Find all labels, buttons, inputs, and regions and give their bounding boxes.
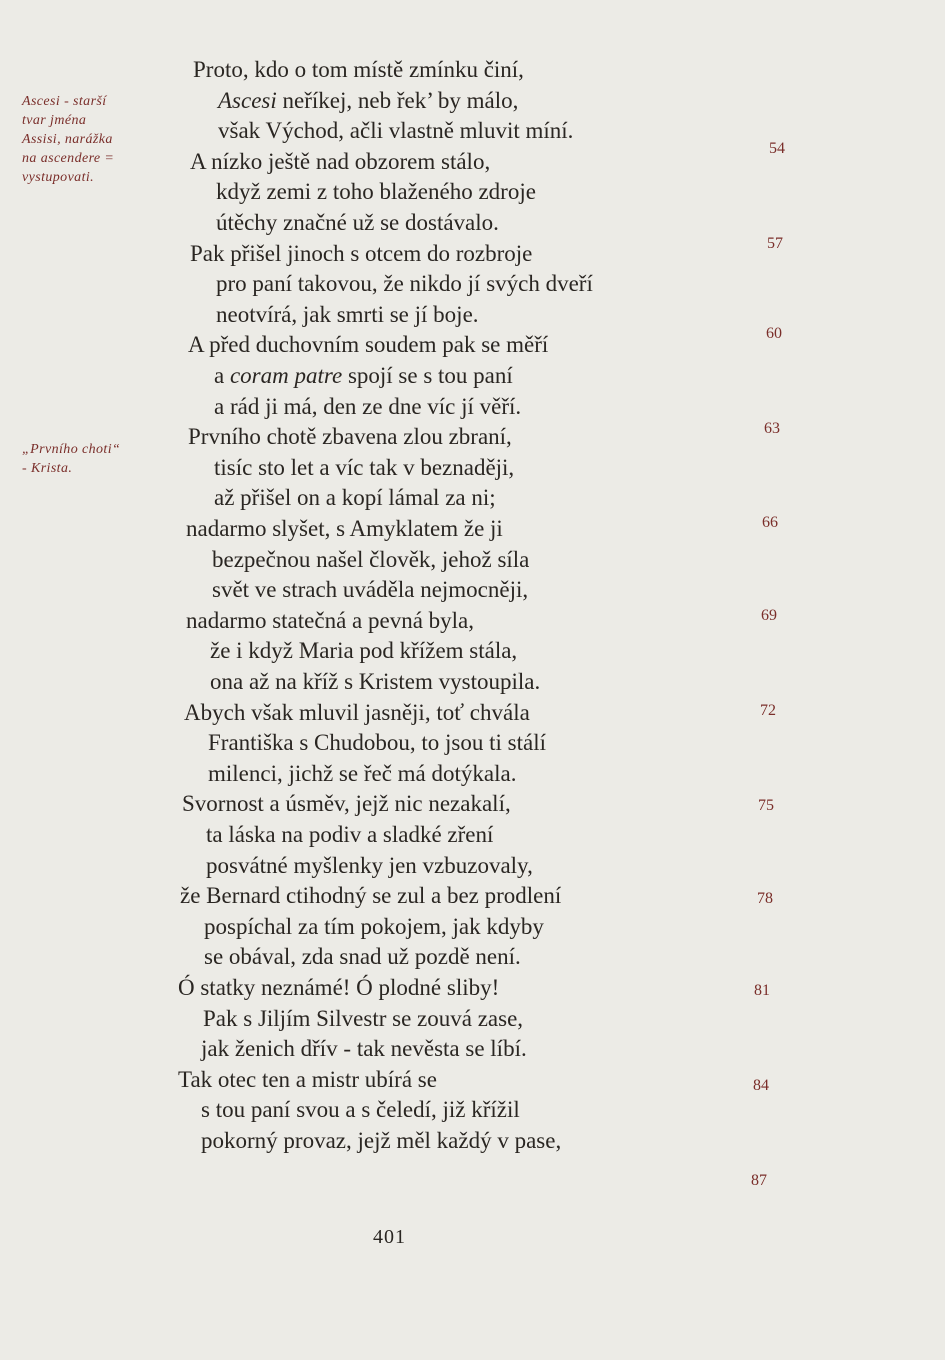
verse-line: Svornost a úsměv, jejž nic nezakalí,: [182, 791, 511, 817]
verse-line: tisíc sto let a víc tak v beznaději,: [214, 454, 515, 480]
verse-line: A před duchovním soudem pak se měří: [188, 332, 549, 358]
line-number: 72: [760, 702, 776, 719]
margin-note-line: na ascendere =: [22, 151, 115, 166]
verse-line: Pak s Jiljím Silvestr se zouvá zase,: [203, 1005, 524, 1031]
line-number: 81: [754, 982, 770, 999]
verse-line: útěchy značné už se dostávalo.: [216, 210, 499, 235]
line-number: 54: [769, 140, 785, 157]
margin-note-line: tvar jména: [22, 113, 87, 128]
verse-line: až přišel on a kopí lámal za ni;: [214, 485, 496, 511]
verse-line: když zemi z toho blaženého zdroje: [216, 179, 536, 205]
verse-line: že i když Maria pod křížem stála,: [210, 638, 518, 664]
verse-line: posvátné myšlenky jen vzbuzovaly,: [206, 852, 533, 878]
verse-line: Prvního chotě zbavena zlou zbraní,: [188, 424, 512, 450]
verse-line: Abych však mluvil jasněji, toť chvála: [184, 699, 530, 725]
line-number: 84: [753, 1077, 769, 1094]
line-number: 75: [758, 797, 774, 814]
verse-line: se obával, zda snad už pozdě není.: [204, 944, 521, 970]
verse-line: svět ve strach uváděla nejmocněji,: [212, 577, 529, 603]
line-number: 66: [762, 514, 778, 531]
verse-line: a rád ji má, den ze dne víc jí věří.: [214, 393, 522, 419]
line-number: 87: [751, 1172, 767, 1189]
verse-line: Pak přišel jinoch s otcem do rozbroje: [190, 240, 533, 266]
margin-note-line: Ascesi - starší: [22, 94, 107, 109]
verse-line: ona až na kříž s Kristem vystoupila.: [210, 669, 541, 694]
verse-line: Ó statky neznámé! Ó plodné sliby!: [178, 975, 500, 1000]
line-number: 78: [757, 890, 773, 907]
margin-note-line: Assisi, narážka: [22, 132, 113, 147]
verse-line: ta láska na podiv a sladké zření: [206, 822, 494, 847]
verse-line: však Východ, ačli vlastně mluvit míní.: [218, 118, 574, 144]
verse-line: pospíchal za tím pokojem, jak kdyby: [204, 913, 544, 939]
verse-line: a coram patre spojí se s tou paní: [214, 363, 513, 388]
verse-line: milenci, jichž se řeč má dotýkala.: [208, 760, 517, 786]
verse-line: pro paní takovou, že nikdo jí svých dveří: [216, 271, 593, 297]
verse-line: Proto, kdo o tom místě zmínku činí,: [193, 57, 524, 82]
verse-line: jak ženich dřív - tak nevěsta se líbí.: [201, 1036, 527, 1062]
margin-note-line: - Krista.: [22, 461, 73, 476]
verse-line: Ascesi neříkej, neb řek’ by málo,: [218, 87, 519, 113]
verse-line: Františka s Chudobou, to jsou ti stálí: [208, 730, 546, 756]
verse-line: že Bernard ctihodný se zul a bez prodlení: [180, 883, 562, 909]
verse-line: Tak otec ten a mistr ubírá se: [178, 1066, 437, 1092]
italic-phrase: Ascesi: [218, 87, 277, 113]
line-number: 57: [767, 235, 783, 252]
margin-note-prvniho-choti: [22, 440, 162, 478]
verse-line: pokorný provaz, jejž měl každý v pase,: [201, 1128, 562, 1153]
line-number: 63: [764, 420, 780, 437]
margin-note-line: „Prvního choti“: [22, 442, 121, 457]
verse-line: bezpečnou našel člověk, jehož síla: [212, 546, 530, 572]
italic-phrase: coram patre: [229, 363, 343, 388]
verse-line: nadarmo statečná a pevná byla,: [186, 607, 475, 633]
verse-line: nadarmo slyšet, s Amyklatem že ji: [186, 516, 503, 541]
verse-line: s tou paní svou a s čeledí, již křížil: [201, 1097, 520, 1123]
verse-line: neotvírá, jak smrti se jí boje.: [216, 301, 479, 327]
margin-note-ascesi: [22, 92, 162, 187]
line-number: 69: [761, 607, 777, 624]
line-number: 60: [766, 325, 782, 342]
verse-line: A nízko ještě nad obzorem stálo,: [190, 148, 491, 174]
margin-note-line: vystupovati.: [22, 170, 95, 185]
page-number: 401: [373, 1226, 406, 1248]
